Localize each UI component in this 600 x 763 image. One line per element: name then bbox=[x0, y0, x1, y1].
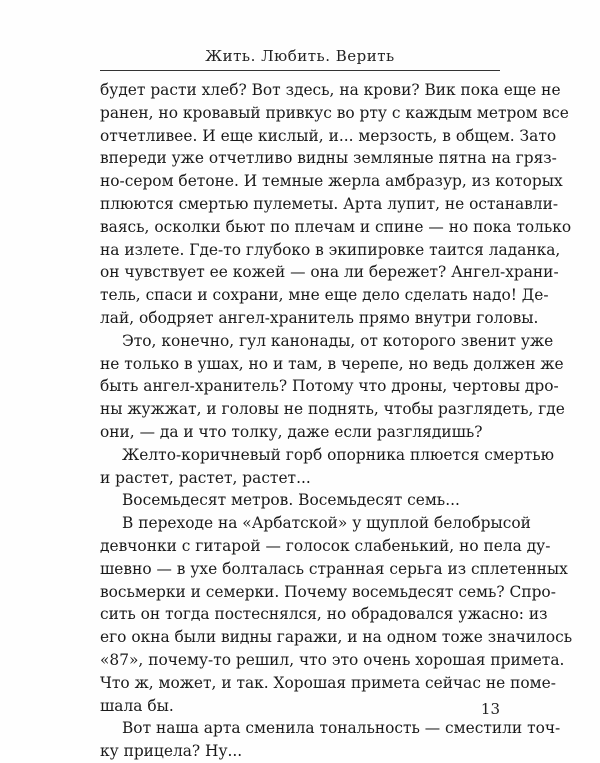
header-rule bbox=[100, 70, 500, 71]
text-line: ку прицела? Ну... bbox=[100, 742, 243, 761]
text-line: Восемьдесят метров. Восемьдесят семь... bbox=[122, 491, 460, 510]
text-line: они, — да и что толку, даже если разглядишь? bbox=[100, 422, 483, 441]
text-line: его окна были видны гаражи, и на одном тоже значилось bbox=[100, 628, 573, 647]
text-line: впереди уже отчетливо видны земляные пятна на гряз- bbox=[100, 149, 557, 168]
text-line: но-сером бетоне. И темные жерла амбразур, из которых bbox=[100, 172, 563, 191]
text-line: девчонки с гитарой — голосок слабенький, но пела ду- bbox=[100, 536, 551, 555]
text-line: Что ж, может, и так. Хорошая примета сейчас не поме- bbox=[100, 673, 556, 692]
text-line: и растет, растет, растет... bbox=[100, 468, 311, 487]
text-line: не только в ушах, но и там, в черепе, но ведь должен же bbox=[100, 354, 564, 373]
text-line: отчетливее. И еще кислый, и... мерзость, в общем. Зато bbox=[100, 126, 557, 145]
text-line: шала бы. bbox=[100, 696, 174, 715]
text-line: он чувствует ее кожей — она ли бережет? Ангел-храни- bbox=[100, 263, 559, 282]
text-line: будет расти хлеб? Вот здесь, на крови? Вик пока еще не bbox=[100, 81, 561, 99]
text-line: на излете. Где-то глубоко в экипировке таится ладанка, bbox=[100, 240, 561, 259]
text-line: шевно — в ухе болталась странная серьга из сплетенных bbox=[100, 559, 568, 578]
text-line: Вот наша арта сменила тональность — сместили точ- bbox=[122, 719, 561, 738]
text-line: «87», почему-то решил, что это очень хорошая примета. bbox=[100, 650, 565, 669]
text-line: восьмерки и семерки. Почему восемьдесят семь? Спро- bbox=[100, 582, 556, 601]
text-line: ваясь, осколки бьют по плечам и спине — но пока только bbox=[100, 217, 572, 236]
text-line: В переходе на «Арбатской» у щуплой белобрысой bbox=[122, 514, 531, 533]
text-line: Это, конечно, гул канонады, от которого звенит уже bbox=[122, 331, 554, 350]
text-line: тель, спаси и сохрани, мне еще дело сделать надо! Де- bbox=[100, 286, 549, 305]
text-line: ны жужжат, и головы не поднять, чтобы разглядеть, где bbox=[100, 400, 565, 419]
text-line: ранен, но кровавый привкус во рту с каждым метром все bbox=[100, 103, 569, 122]
page-number: 13 bbox=[480, 700, 500, 718]
text-line: плюются смертью пулеметы. Арта лупит, не останавли- bbox=[100, 194, 559, 213]
text-line: сить он тогда постеснялся, но обрадовался ужасно: из bbox=[100, 605, 548, 624]
text-line: Желто-коричневый горб опорника плюется смертью bbox=[122, 445, 555, 464]
body-text bbox=[100, 79, 573, 763]
running-title: Жить. Любить. Верить bbox=[205, 47, 395, 65]
text-line: быть ангел-хранитель? Потому что дроны, чертовы дро- bbox=[100, 377, 559, 396]
text-line: лай, ободряет ангел-хранитель прямо внутри головы. bbox=[100, 308, 539, 327]
